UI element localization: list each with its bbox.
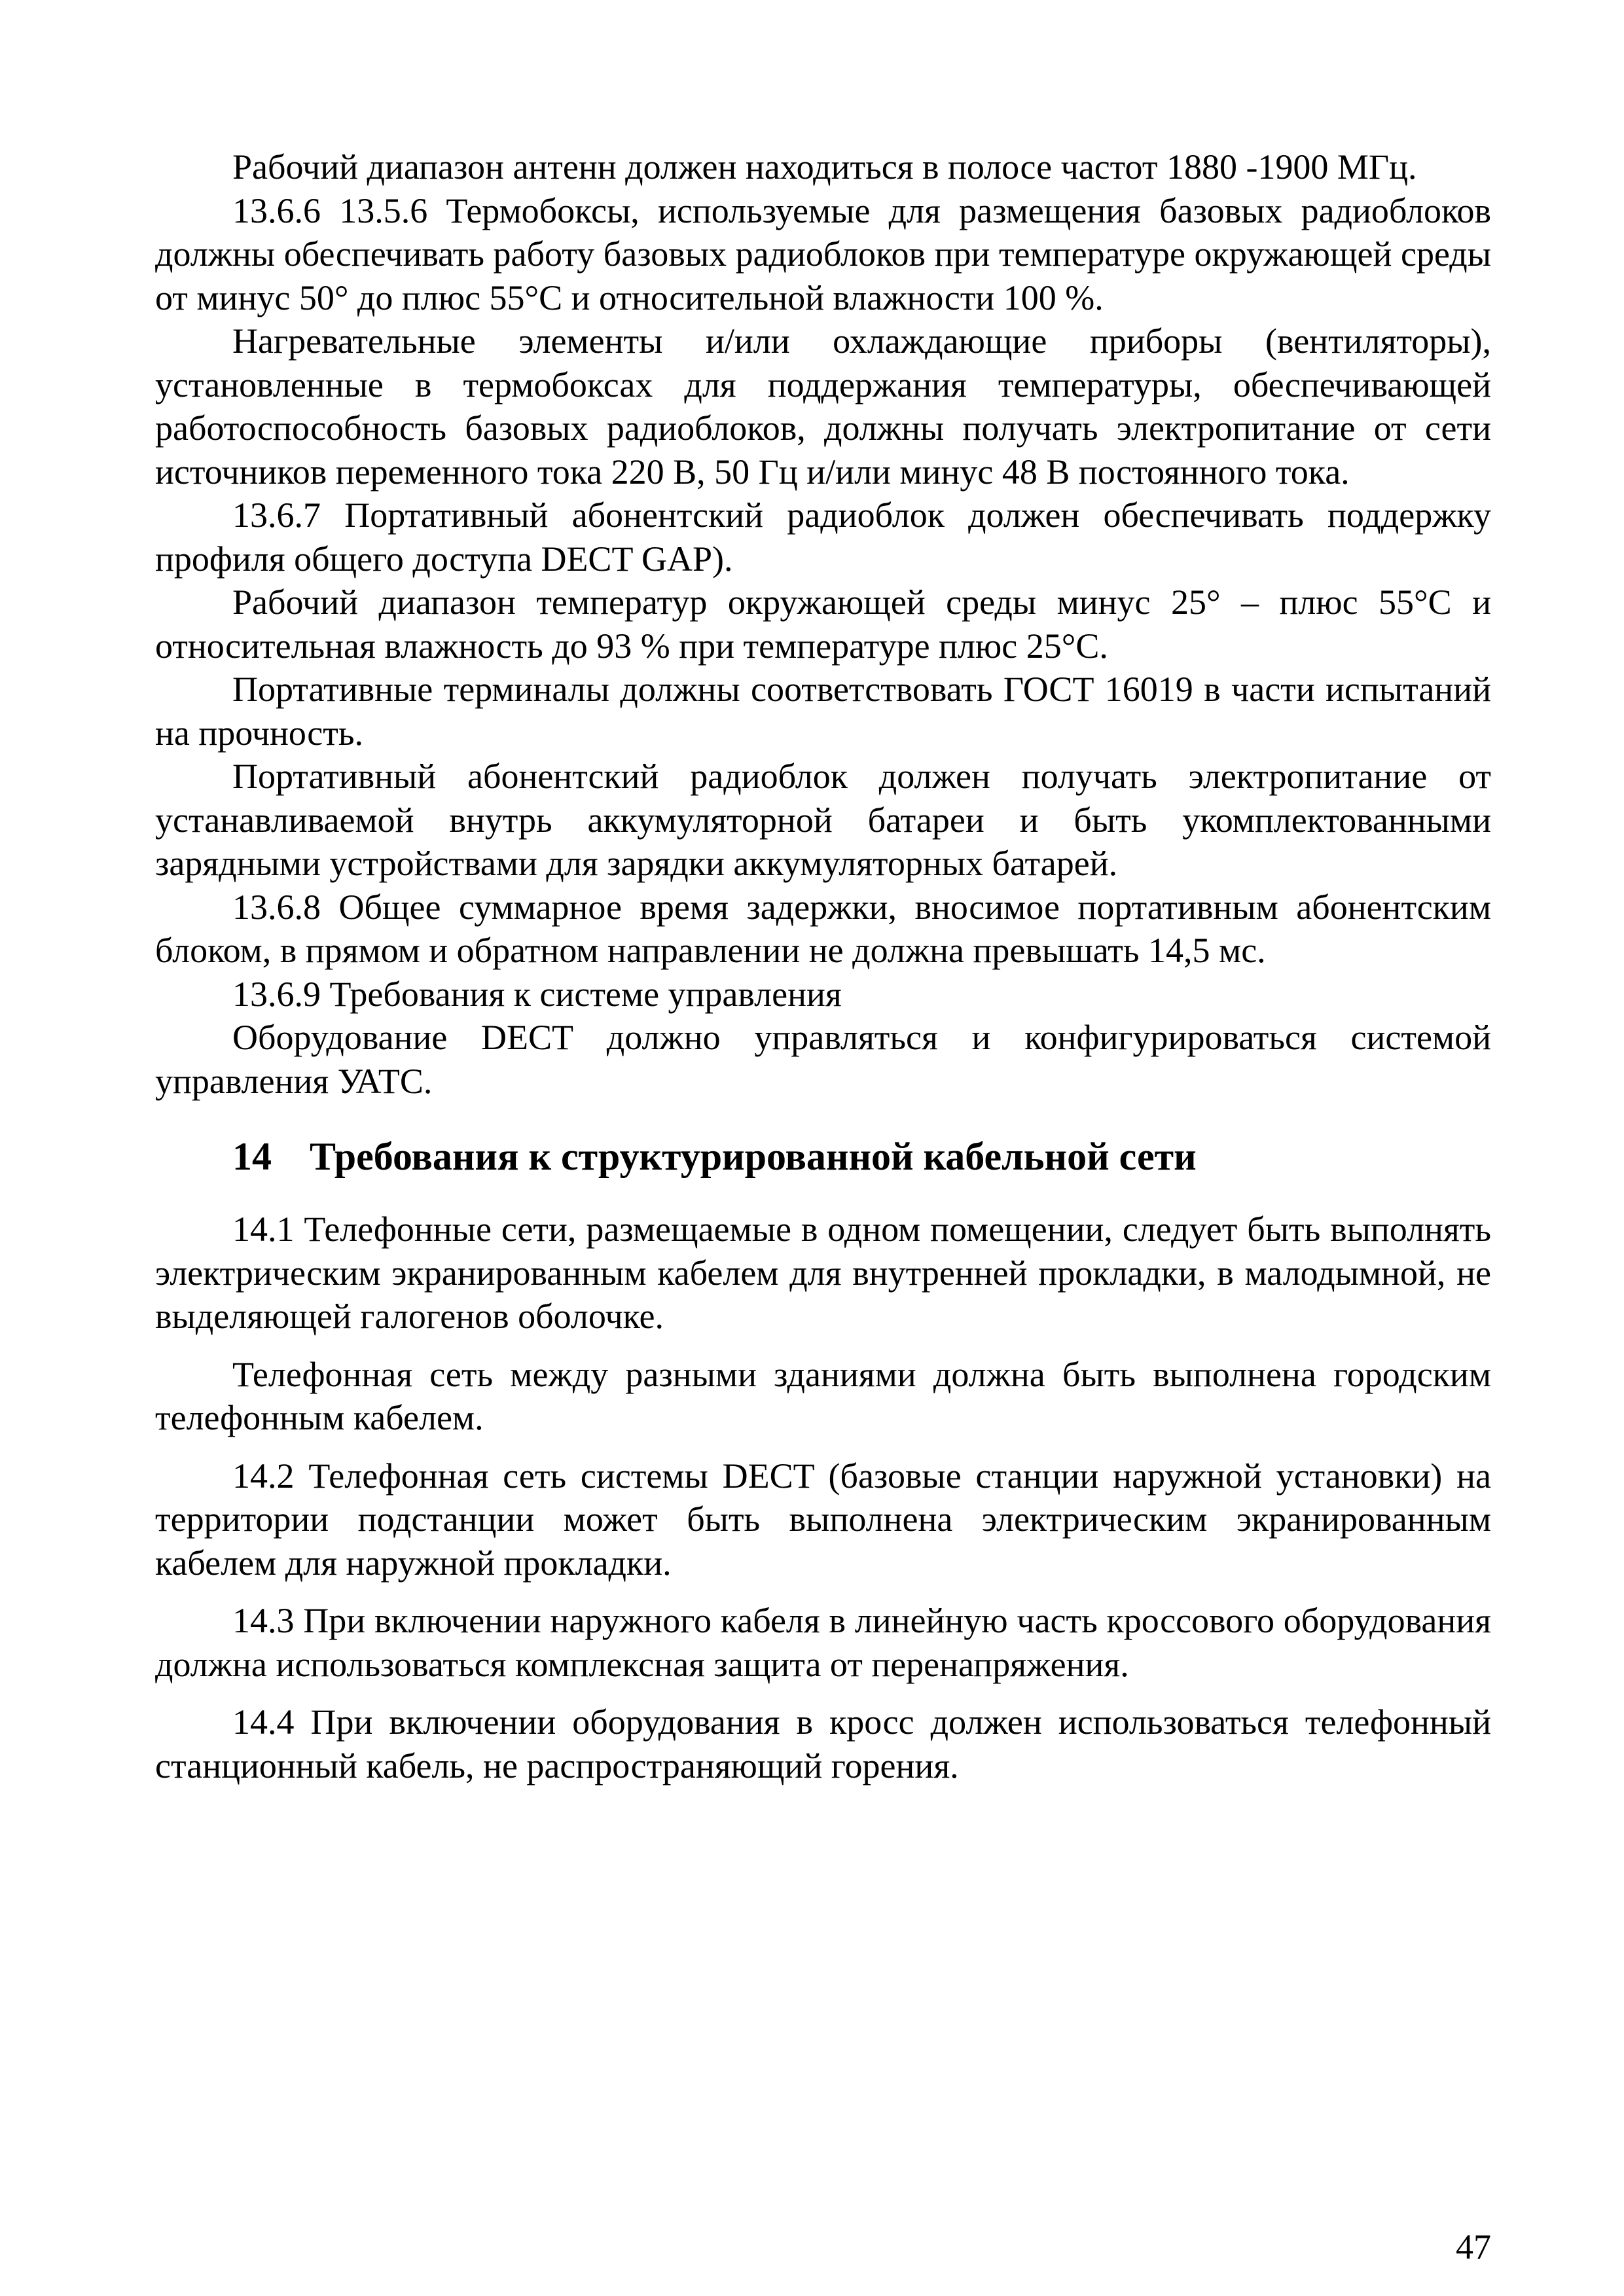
section-number: 14 [232,1135,272,1178]
paragraph-dect-management: Оборудование DECT должно управляться и конфигурироваться системой управления УАТС. [155,1018,1491,1101]
paragraph-temperature-range: Рабочий диапазон температур окружающей среды минус 25° – плюс 55°С и относительная влажность до 93 % при температуре плюс 25°С. [155,583,1491,666]
paragraph-14-1: 14.1 Телефонные сети, размещаемые в одном помещении, следует быть выполнять электрическим экранированным кабелем для внутренней прокладки, в малодымной, не выделяющей галогенов оболочке. [155,1210,1491,1336]
paragraph-14-3: 14.3 При включении наружного кабеля в линейную часть кроссового оборудования должна использоваться комплексная защита от перенапряжения. [155,1601,1491,1684]
paragraph-heating-elements: Нагревательные элементы и/или охлаждающие приборы (вентиляторы), установленные в термобоксах для поддержания температуры, обеспечивающей работоспособность базовых радиоблоков, должны получать электропитание от сети источников переменного тока 220 В, 50 Гц и/или минус 48 В постоянного тока. [155,321,1491,492]
page-body [155,145,1491,1787]
paragraph-13-6-6: 13.6.6 13.5.6 Термобоксы, используемые для размещения базовых радиоблоков должны обеспечивать работу базовых радиоблоков при температуре окружающей среды от минус 50° до плюс 55°С и относительной влажности 100 %. [155,190,1491,317]
paragraph-portable-terminals: Портативные терминалы должны соответствовать ГОСТ 16019 в части испытаний на прочность. [155,670,1491,753]
section-heading-14 [155,1130,1491,1183]
paragraph-inter-building-network: Телефонная сеть между разными зданиями должна быть выполнена городским телефонным кабелем. [155,1354,1491,1437]
paragraph-13-6-7: 13.6.7 Портативный абонентский радиоблок должен обеспечивать поддержку профиля общего доступа DECT GAP). [155,495,1491,579]
paragraph-13-6-8: 13.6.8 Общее суммарное время задержки, вносимое портативным абонентским блоком, в прямом и обратном направлении не должна превышать 14,5 мс. [155,887,1491,970]
paragraph-antenna-range: Рабочий диапазон антенн должен находиться в полосе частот 1880 -1900 МГц. [232,147,1417,187]
paragraph-14-2: 14.2 Телефонная сеть системы DECT (базовые станции наружной установки) на территории подстанции может быть выполнена электрическим экранированным кабелем для наружной прокладки. [155,1456,1491,1583]
paragraph-13-6-9: 13.6.9 Требования к системе управления [232,974,842,1014]
paragraph-14-4: 14.4 При включении оборудования в кросс должен использоваться телефонный станционный кабель, не распространяющий горения. [155,1702,1491,1785]
paragraph-power-supply: Портативный абонентский радиоблок должен получать электропитание от устанавливаемой внутрь аккумуляторной батареи и быть укомплектованными зарядными устройствами для зарядки аккумуляторных батарей. [155,757,1491,883]
section-title: Требования к структурированной кабельной сети [310,1135,1197,1178]
page-number: 47 [1456,2227,1491,2267]
